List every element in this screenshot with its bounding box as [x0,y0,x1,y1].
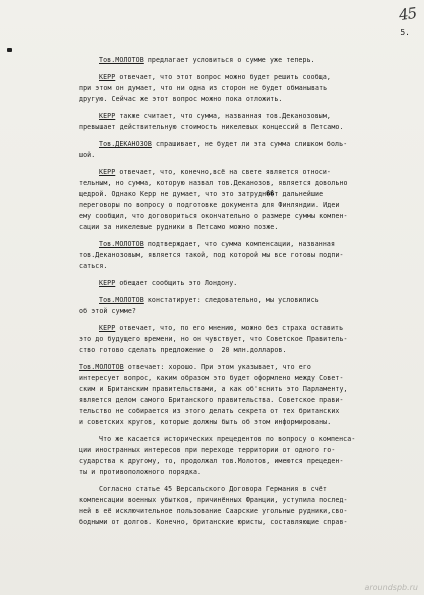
paragraph [79,362,394,428]
line-text: об этой сумме? [79,307,136,315]
text-line [79,139,394,150]
text-line [79,306,394,317]
text-line [79,261,394,272]
line-text: отвечает, что, по его мнению, можно без страха оставить [115,324,344,332]
line-text: тельным, но сумма, которую назвал тов.Деканозов, является довольно [79,179,348,187]
line-text: Что же касается исторических прецедентов по вопросу о компенса- [99,435,356,443]
text-line [79,495,394,506]
line-text: превышает действительную стоимость никелевых концессий в Петсамо. [79,123,344,131]
text-line [79,373,394,384]
line-text: щедрой. Однако Керр не думает, что это затрудн��т дальнейшие [79,190,324,198]
text-line [79,395,394,406]
speaker-name: Тов.ДЕКАНОЗОВ [99,140,152,148]
paragraph [79,72,394,105]
line-text: констатирует: следовательно, мы условились [143,296,319,304]
text-line [79,111,394,122]
text-line [79,211,394,222]
text-line [79,384,394,395]
text-line [79,278,394,289]
text-line [79,517,394,528]
text-line [79,323,394,334]
text-line [79,150,394,161]
line-text: ему сообщил, что договориться окончательно о размере суммы компен- [79,212,348,220]
speaker-name: КЕРР [99,279,116,287]
text-line [79,222,394,233]
speaker-name: КЕРР [99,324,116,332]
page-number: 5. [400,28,410,37]
text-line [79,434,394,445]
text-line [79,362,394,373]
speaker-name: Тов.МОЛОТОВ [79,363,124,371]
paragraph [79,167,394,233]
handwritten-page-number: 45 [397,3,418,25]
line-text: компенсации военных убытков, причинённых Франции, уступила послед- [79,496,348,504]
line-text: ским и Британским правительствами, а как об'яснить это Парламенту, [79,385,348,393]
paragraph [79,139,394,161]
line-text: подтверждает, что сумма компенсации, названная [143,240,336,248]
line-text: является делом самого Британского правительства. Советское прави- [79,396,344,404]
text-line [79,83,394,94]
text-line [79,167,394,178]
line-text: отвечает: хорошо. При этом указывает, что его [123,363,311,371]
text-line [79,189,394,200]
speaker-name: КЕРР [99,73,116,81]
text-line [79,55,394,66]
paragraph [79,323,394,356]
speaker-name: КЕРР [99,168,116,176]
line-text: саться. [79,262,108,270]
line-text: переговоры по вопросу о подготовке документа для Финляндии. Идеи [79,201,340,209]
line-text: обещает сообщить это Лондону. [115,279,238,287]
text-line [79,72,394,83]
text-line [79,445,394,456]
text-line [79,406,394,417]
text-line [79,200,394,211]
text-line [79,484,394,495]
text-line [79,417,394,428]
line-text: ство готово сделать предложение о 20 млн.долларов. [79,346,287,354]
paragraph [79,239,394,272]
text-line [79,334,394,345]
line-text: тов.Деканозовым, является такой, под которой мы все готовы подпи- [79,251,344,259]
text-line [79,456,394,467]
text-line [79,178,394,189]
line-text: другую. Сейчас же этот вопрос можно пока отложить. [79,95,283,103]
paragraph [79,111,394,133]
text-line [79,345,394,356]
text-line [79,122,394,133]
line-text: ней в её исключительное пользование Саарские угольные рудники,сво- [79,507,348,515]
line-text: спрашивает, не будет ли эта сумма слишком боль- [151,140,348,148]
text-line [79,295,394,306]
text-line [79,506,394,517]
speaker-name: КЕРР [99,112,116,120]
speaker-name: Тов.МОЛОТОВ [99,296,144,304]
line-text: бодными от долгов. Конечно, британские юристы, составляющие справ- [79,518,348,526]
line-text: предлагает условиться о сумме уже теперь. [143,56,315,64]
line-text: отвечает, что этот вопрос можно будет решить сообща, [115,73,331,81]
text-line [79,467,394,478]
paragraph [79,55,394,66]
line-text: сударства к другому, то, продолжал тов.Молотов, имеются прецеден- [79,457,344,465]
line-text: шой. [79,151,96,159]
speaker-name: Тов.МОЛОТОВ [99,56,144,64]
hole-punch-mark [7,48,12,52]
line-text: отвечает, что, конечно,всё на свете является относи- [115,168,331,176]
line-text: это до будущего времени, но он чувствует, что Советское Правитель- [79,335,348,343]
line-text: при этом он думает, что ни одна из сторон не будет обманывать [79,84,328,92]
line-text: интересует вопрос, каким образом это будет оформлено между Совет- [79,374,344,382]
line-text: сации за никелевые рудники в Петсамо можно позже. [79,223,279,231]
watermark: aroundspb.ru [364,583,418,592]
line-text: также считает, что сумма, названная тов.Деканозовым, [115,112,331,120]
text-line [79,239,394,250]
line-text: ции иностранных интересов при переходе территории от одного го- [79,446,336,454]
paragraph [79,484,394,528]
line-text: и советских кругов, которые должны быть об этом информированы. [79,418,332,426]
paragraph [79,295,394,317]
paragraph [79,278,394,289]
line-text: ты и противоположного порядка. [79,468,202,476]
paragraph [79,434,394,478]
text-line [79,94,394,105]
line-text: Согласно статье 45 Версальского Договора Германия в счёт [99,485,327,493]
document-body [79,55,394,534]
speaker-name: Тов.МОЛОТОВ [99,240,144,248]
line-text: тельство не собирается из этого делать секрета от тех британских [79,407,340,415]
text-line [79,250,394,261]
